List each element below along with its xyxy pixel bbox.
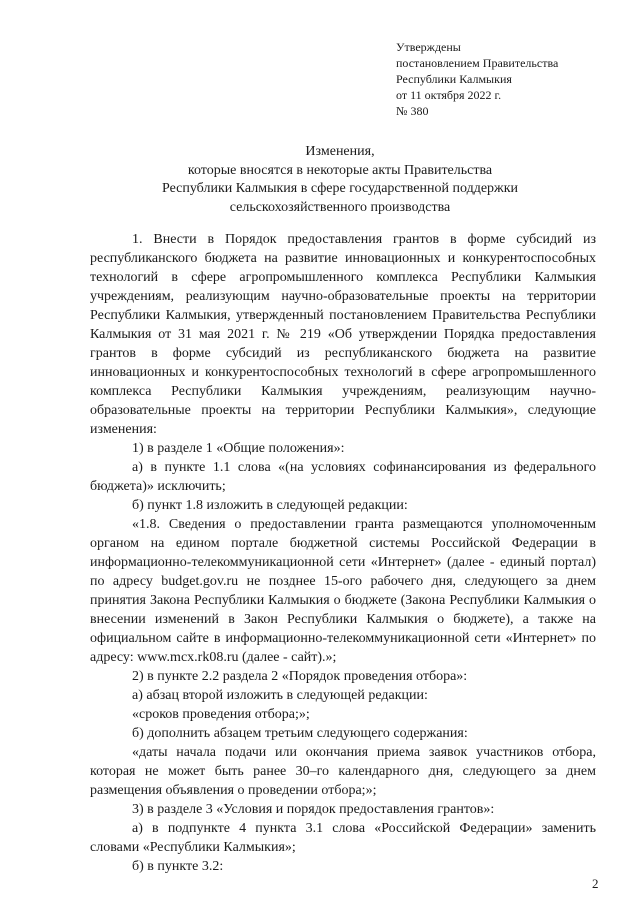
paragraph: «1.8. Сведения о предоставлении гранта размещаются уполномоченным органом на едином портале бюджетной системы Российской Федерации в информационно-телекоммуникационной сети «Интернет» (далее - единый портал) по адресу budget.gov.ru не позднее 15-ого рабочего дня, следующего за днем принятия Закона Республики Калмыкия о бюджете (Закона Республики Калмыкия о внесении изменений в Закон Республики Калмыкия о бюджете), а также на официальном сайте в информационно-телекоммуникационной сети «Интернет» по адресу: www.mcx.rk08.ru (далее - сайт).»; [90, 517, 596, 665]
approval-block [396, 39, 626, 119]
paragraph: «сроков проведения отбора;»; [132, 707, 310, 722]
title-line: Республики Калмыкия в сфере государственной поддержки [162, 181, 518, 196]
title-line: Изменения, [305, 144, 375, 159]
paragraph: б) дополнить абзацем третьим следующего содержания: [132, 726, 468, 741]
paragraph: б) в пункте 3.2: [132, 859, 224, 874]
document-body [90, 230, 596, 876]
approval-line: Утверждены [396, 40, 461, 54]
paragraph: 3) в разделе 3 «Условия и порядок предоставления грантов»: [132, 802, 495, 817]
approval-line: от 11 октября 2022 г. [396, 88, 502, 102]
approval-line: постановлением Правительства [396, 56, 559, 70]
title-line: сельскохозяйственного производства [229, 199, 451, 215]
paragraph: 1. Внести в Порядок предоставления грантов в форме субсидий из республиканского бюджета на развитие инновационных и конкурентоспособных технологий в сфере агропромышленного комплекса Республики Калмыкия учреждениям, реализующим научно-образовательные проекты на территории Республики Калмыкия, утвержденный постановлением Правительства Республики Калмыкия от 31 мая 2021 г. № 219 «Об утверждении Порядка предоставления грантов в форме субсидий из республиканского бюджета на развитие инновационных и конкурентоспособных технологий в сфере агропромышленного комплекса Республики Калмыкия учреждениям, реализующим научно-образовательные проекты на территории Республики Калмыкия», следующие изменения: [90, 232, 596, 437]
document-title [60, 143, 620, 217]
paragraph: б) пункт 1.8 изложить в следующей редакции: [132, 498, 408, 513]
approval-line: № 380 [396, 104, 429, 118]
page-number: 2 [592, 876, 599, 891]
paragraph: а) в подпункте 4 пункта 3.1 слова «Российской Федерации» заменить словами «Республики Калмыкия»; [90, 821, 596, 855]
paragraph: а) в пункте 1.1 слова «(на условиях софинансирования из федерального бюджета)» исключить; [90, 460, 596, 494]
paragraph: 2) в пункте 2.2 раздела 2 «Порядок проведения отбора»: [132, 669, 468, 684]
paragraph: а) абзац второй изложить в следующей редакции: [132, 688, 428, 703]
approval-line: Республики Калмыкия [396, 72, 512, 86]
paragraph: 1) в разделе 1 «Общие положения»: [132, 441, 345, 456]
paragraph: «даты начала подачи или окончания приема заявок участников отбора, которая не может быть ранее 30–го календарного дня, следующего за днем размещения объявления о проведении отбора;»; [90, 745, 596, 798]
title-line: которые вносятся в некоторые акты Правительства [187, 162, 493, 178]
